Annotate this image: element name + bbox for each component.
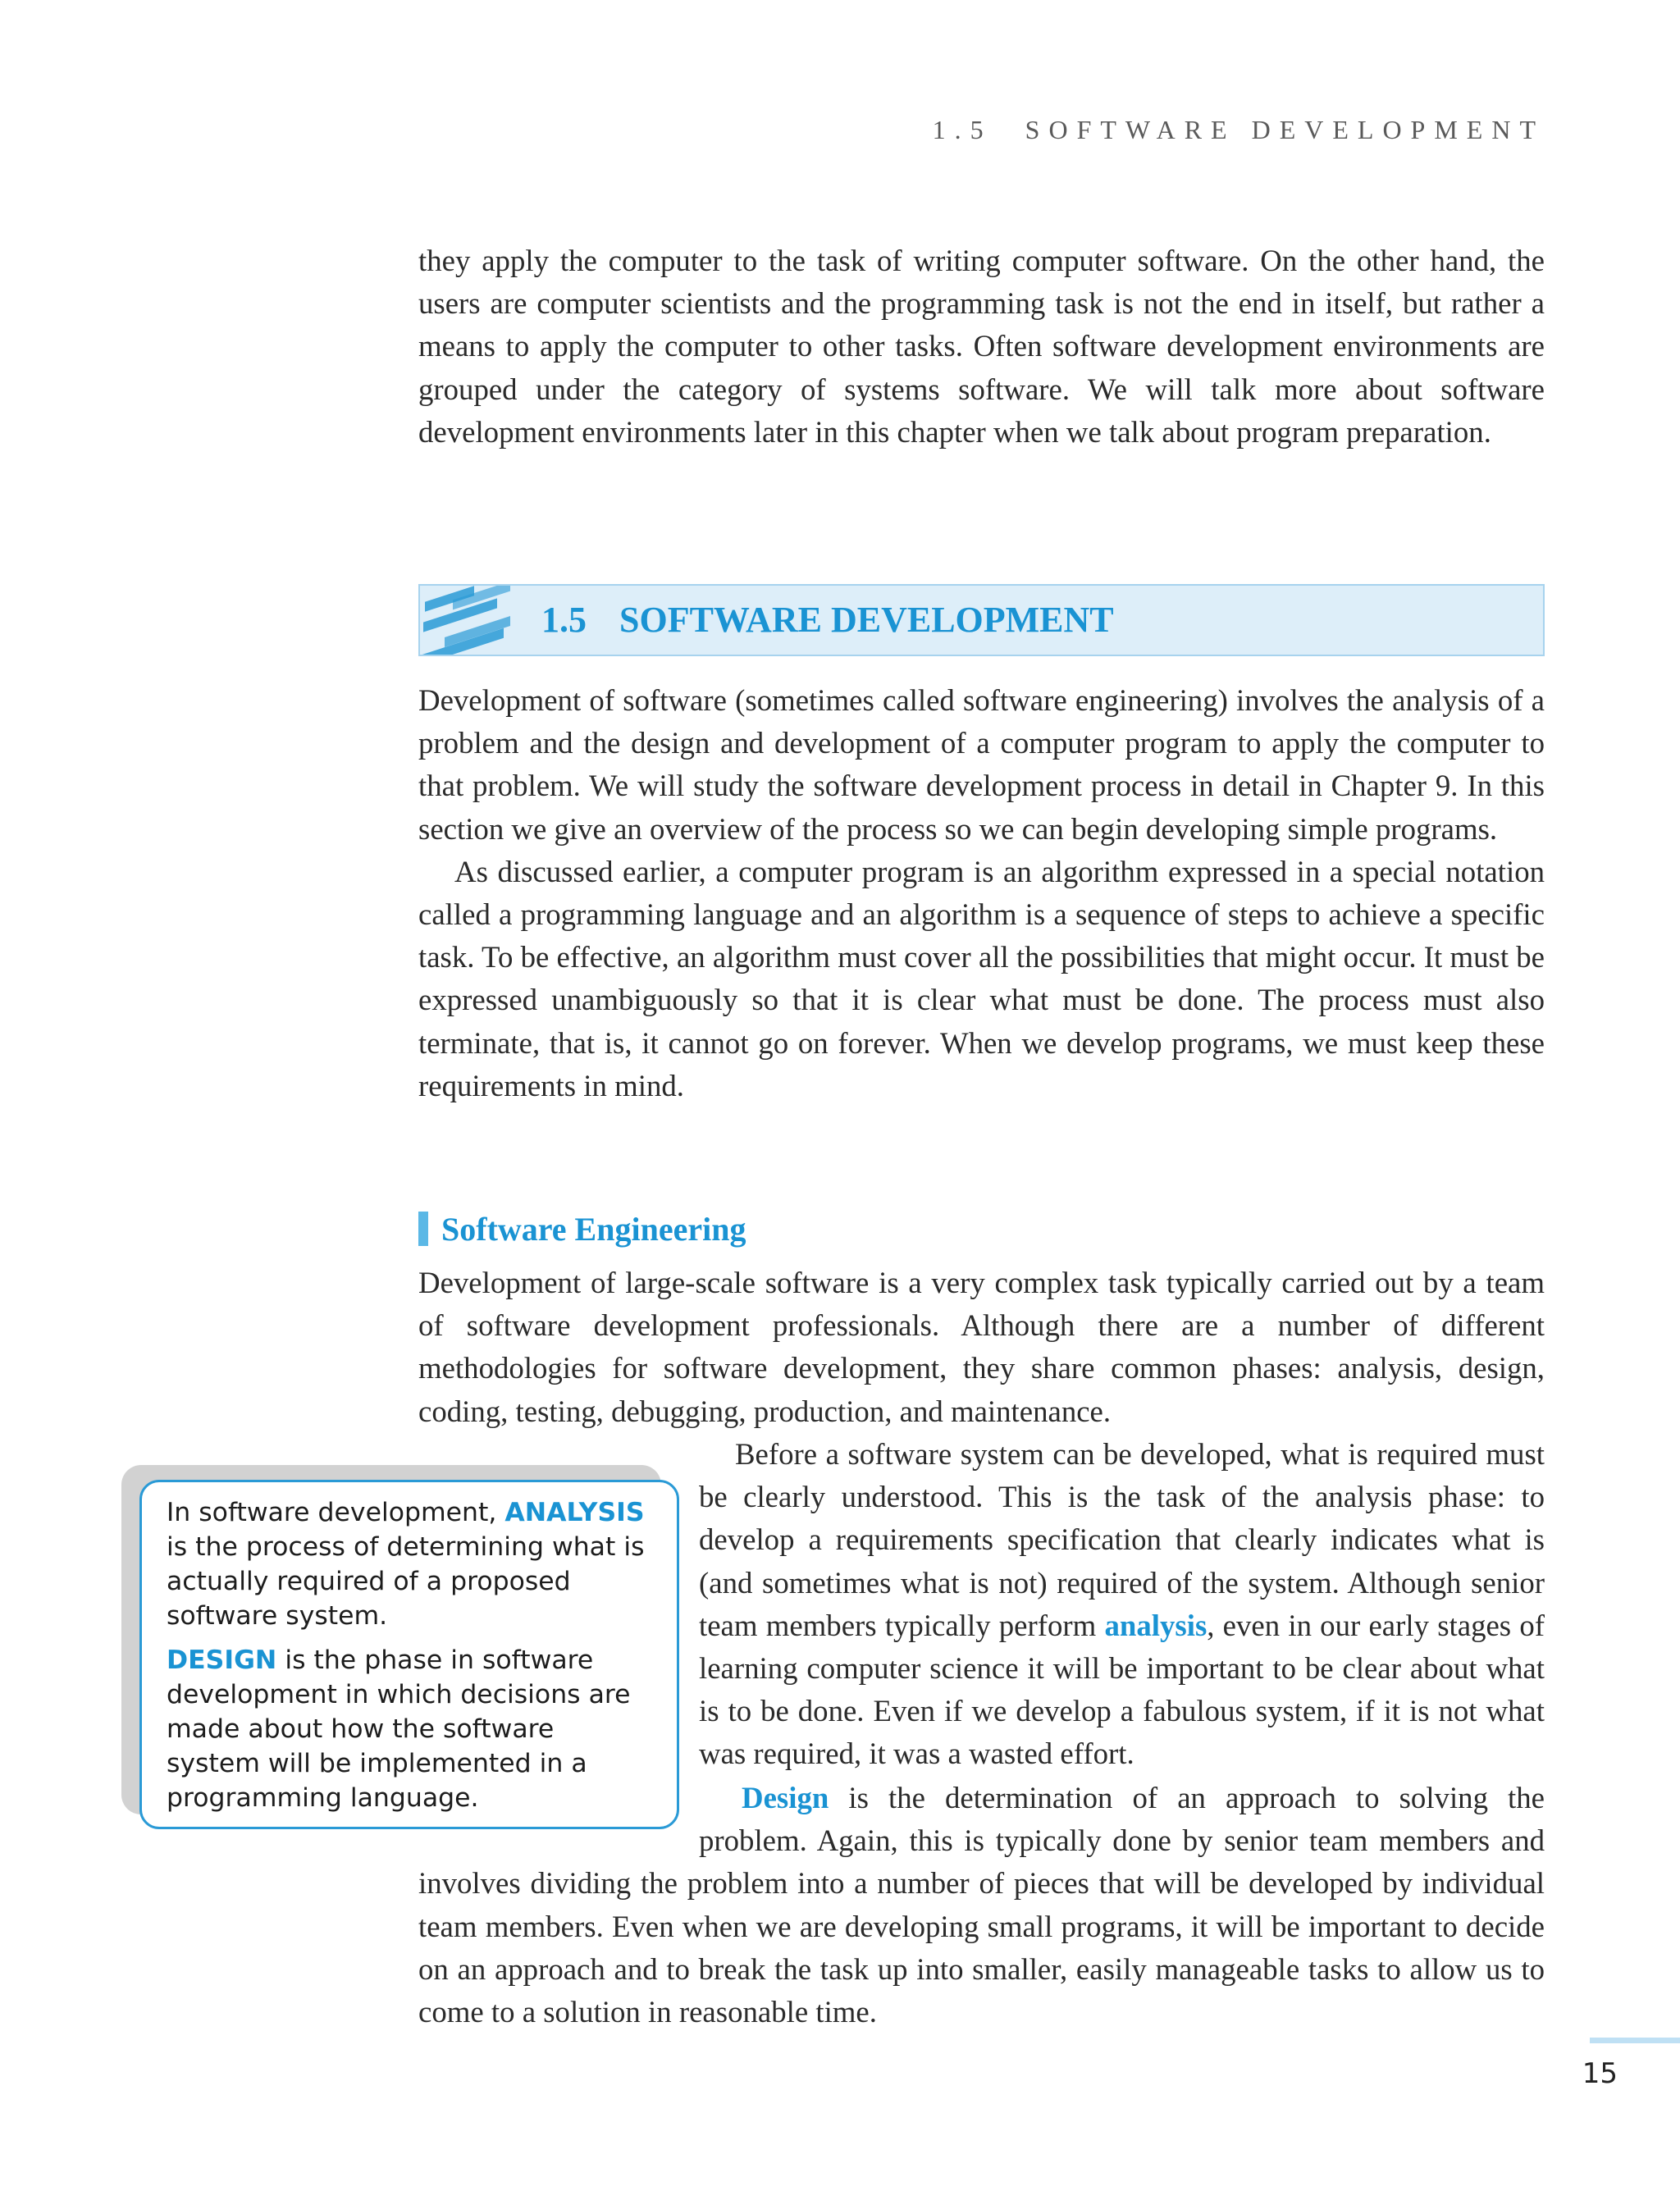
section-heading (541, 599, 1114, 641)
subsection-marker-icon (418, 1212, 428, 1246)
subsection-paragraph-3: Design is the determination of an approach to solving the problem. Again, this is typically done by senior team members and involves dividing the problem into a number of pieces that will be developed by individual team members. Even when we are developing small programs, it will be important to decide on an approach and to break the task up into smaller, easily manageable tasks to allow us to come to a solution in reasonable time. (418, 1781, 1545, 2029)
margin-definitions-box (139, 1480, 679, 1829)
analysis-definition: In software development, ANALYSIS is the process of determining what is actually required of a proposed software system. (167, 1498, 645, 1631)
subsection-title: Software Engineering (441, 1210, 746, 1248)
analysis-keyword: ANALYSIS (504, 1498, 645, 1527)
section-paragraph-2: As discussed earlier, a computer program is an algorithm expressed in a special notation called a programming language and an algorithm is a sequence of steps to achieve a specific task. To be effective, an algorithm must cover all the possibilities that might occur. It must be expressed unambiguously so that it is clear what must be done. The process must also terminate, that is, it cannot go on forever. When we develop programs, we must keep these requirements in mind. (418, 854, 1545, 1102)
section-heading-title: SOFTWARE DEVELOPMENT (619, 600, 1114, 640)
subsection-paragraph-2: Before a software system can be developed, what is required must be clearly understood. This is the task of the analysis phase: to develop a requirements specification that clearly indicates what is (and sometimes what is not) required of the system. Although senior team members typically perform analysis, even in our early stages of learning computer science it will be important to be clear about what is to be done. Even if we develop a fabulous system, if it is not what was required, it was a wasted effort. (699, 1437, 1545, 1771)
subsection-paragraph-1: Development of large-scale software is a very complex task typically carried out by a team of software development professionals. Although there are a number of different methodologies for software development, they share common phases: analysis, design, coding, testing, debugging, production, and maintenance. (418, 1266, 1545, 1428)
section-body (418, 679, 1545, 1107)
running-head-title: SOFTWARE DEVELOPMENT (1025, 115, 1545, 144)
page-number: 15 (1582, 2057, 1618, 2090)
running-head (933, 115, 1545, 145)
subsection-heading (418, 1209, 746, 1248)
design-definition: DESIGN is the phase in software development in which decisions are made about how the software system will be implemented in a programming language. (167, 1645, 631, 1813)
section-paragraph-1: Development of software (sometimes called software engineering) involves the analysis of a problem and the design and development of a computer program to apply the computer to that problem. We will study the software development process in detail in Chapter 9. In this section we give an overview of the process so we can begin developing simple programs. (418, 683, 1545, 846)
subsection-body-top (418, 1262, 1545, 1433)
section-heading-number: 1.5 (541, 600, 587, 640)
page-number-rule (1590, 2038, 1680, 2043)
intro-block (418, 240, 1545, 454)
subsection-body-wrapped (699, 1433, 1545, 1776)
analysis-term: analysis (1104, 1608, 1208, 1642)
intro-paragraph: they apply the computer to the task of writing computer software. On the other hand, the users are computer scientists and the programming task is not the end in itself, but rather a means to apply the computer to other tasks. Often software development environments are grouped under the category of systems software. We will talk more about software development environments later in this chapter when we talk about program preparation. (418, 244, 1545, 449)
running-head-number: 1.5 (932, 115, 993, 144)
design-keyword: DESIGN (167, 1645, 277, 1675)
section-heading-band (418, 584, 1545, 656)
design-term: Design (742, 1781, 829, 1814)
keyboard-graphic-icon (420, 586, 527, 655)
